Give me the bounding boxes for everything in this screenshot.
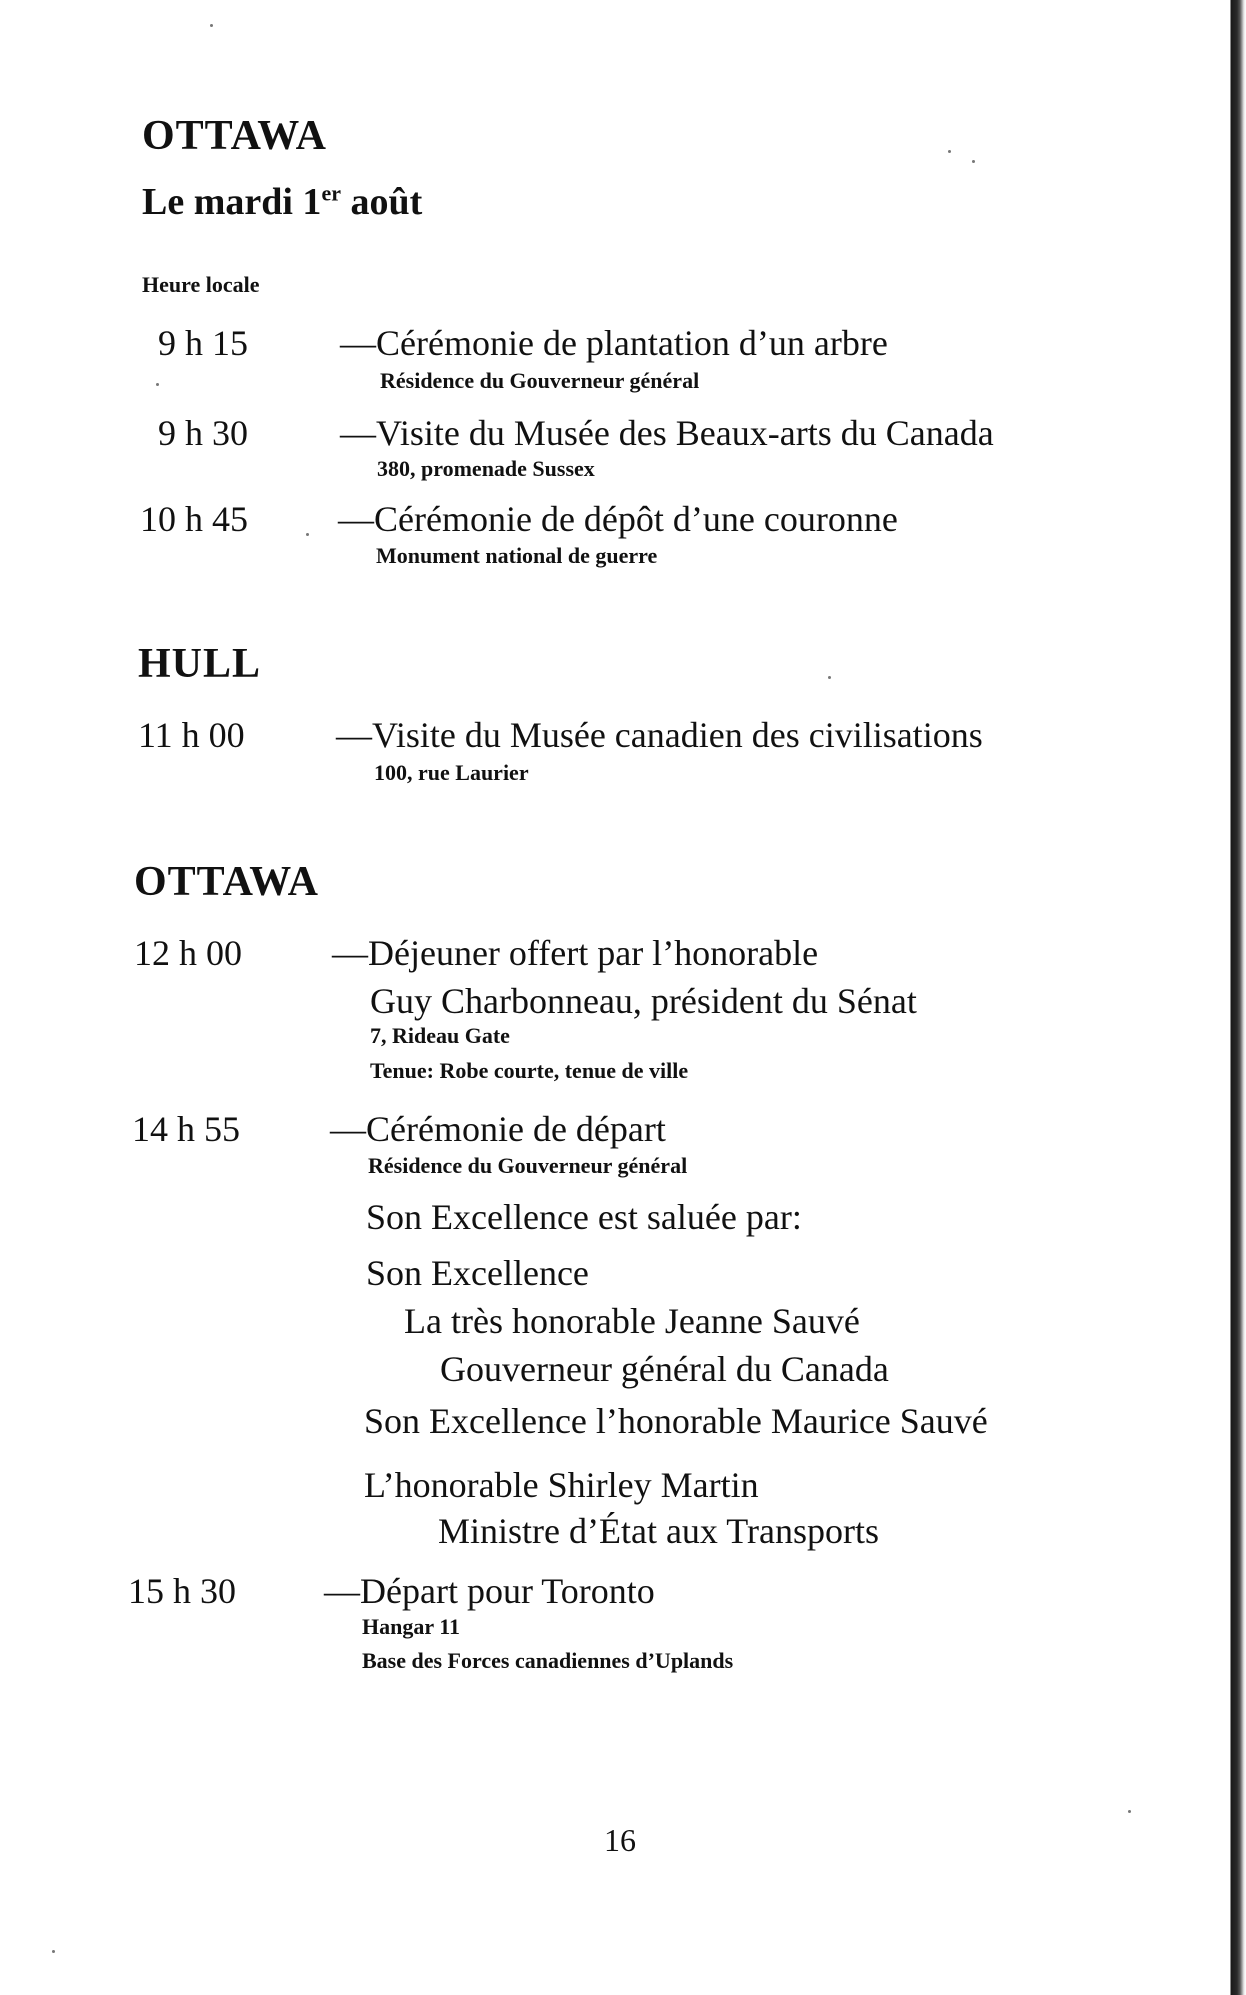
greeter-name: L’honorable Shirley Martin: [364, 1465, 759, 1505]
event-time: 12 h 00: [134, 933, 242, 973]
event-title: —Visite du Musée canadien des civilisations: [336, 715, 983, 755]
event-time: 10 h 45: [140, 499, 248, 539]
event-location: Hangar 11: [362, 1614, 461, 1639]
scan-speck: [52, 1950, 55, 1953]
greeter-role: Ministre d’État aux Transports: [438, 1511, 879, 1551]
event-time: 9 h 15: [158, 323, 248, 363]
greeter-name: Son Excellence l’honorable Maurice Sauvé: [364, 1401, 988, 1441]
scan-speck: [306, 533, 309, 536]
event-location: 7, Rideau Gate: [370, 1023, 510, 1048]
scan-speck: [972, 160, 975, 163]
event-location: 380, promenade Sussex: [377, 456, 595, 481]
greeter-role: Gouverneur général du Canada: [440, 1349, 889, 1389]
city-heading-hull: HULL: [138, 641, 262, 687]
event-title: —Cérémonie de départ: [330, 1109, 666, 1149]
greeter-title: Son Excellence: [366, 1253, 589, 1293]
event-location: Monument national de guerre: [376, 543, 658, 568]
event-time: 14 h 55: [132, 1109, 240, 1149]
date-suffix: août: [340, 181, 423, 223]
event-location: Base des Forces canadiennes d’Uplands: [362, 1648, 734, 1673]
event-title-continued: Guy Charbonneau, président du Sénat: [370, 981, 917, 1021]
date-heading: [142, 180, 422, 224]
local-time-label: Heure locale: [142, 272, 260, 297]
greeted-by-text: Son Excellence est saluée par:: [366, 1197, 802, 1237]
scan-speck: [948, 150, 951, 153]
page-number: 16: [604, 1822, 636, 1858]
date-prefix: Le mardi 1: [142, 181, 322, 223]
event-title: —Déjeuner offert par l’honorable: [332, 933, 819, 973]
event-time: 15 h 30: [128, 1571, 236, 1611]
scan-speck: [1128, 1810, 1131, 1813]
page-edge-shadow: [1228, 0, 1246, 1995]
scan-speck: [210, 24, 213, 27]
event-dress-code: Tenue: Robe courte, tenue de ville: [370, 1058, 689, 1083]
greeter-name: La très honorable Jeanne Sauvé: [404, 1301, 860, 1341]
event-location: 100, rue Laurier: [374, 760, 529, 785]
event-location: Résidence du Gouverneur général: [368, 1153, 688, 1178]
city-heading-ottawa: OTTAWA: [142, 113, 327, 159]
event-time: 9 h 30: [158, 413, 248, 453]
scan-speck: [828, 676, 831, 679]
event-title: —Cérémonie de dépôt d’une couronne: [338, 499, 898, 539]
event-time: 11 h 00: [138, 715, 245, 755]
event-title: —Cérémonie de plantation d’un arbre: [340, 323, 888, 363]
city-heading-ottawa: OTTAWA: [134, 859, 319, 905]
date-ordinal: er: [321, 180, 341, 206]
event-title: —Visite du Musée des Beaux-arts du Canada: [340, 413, 994, 453]
event-location: Résidence du Gouverneur général: [380, 368, 700, 393]
event-title: —Départ pour Toronto: [324, 1571, 655, 1611]
scan-speck: [156, 383, 159, 386]
